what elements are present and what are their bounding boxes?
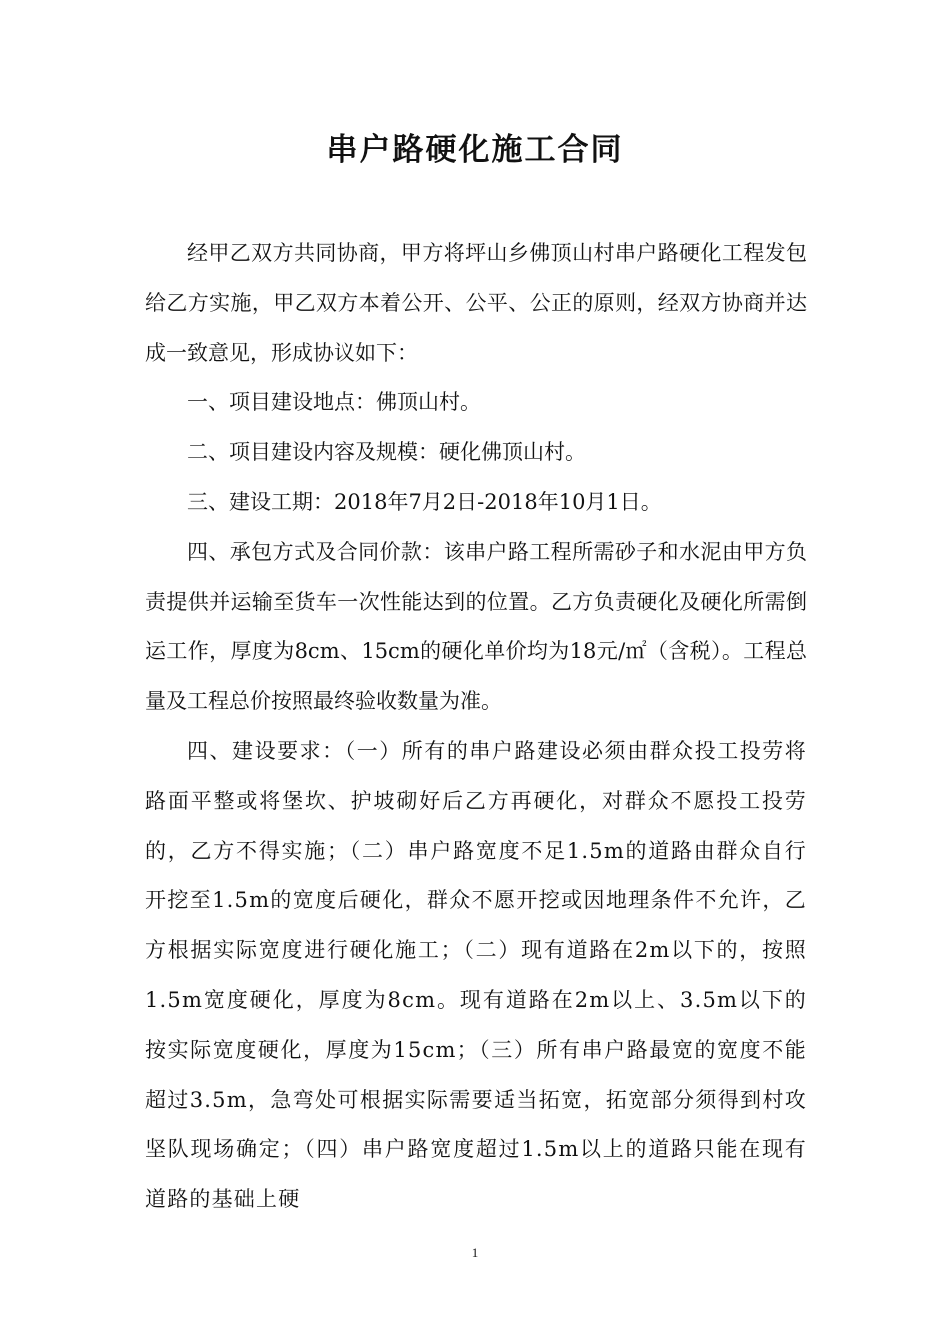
paragraph-contract-price: 四、承包方式及合同价款：该串户路工程所需砂子和水泥由甲方负责提供并运输至货车一次性能达到的位置。乙方负责硬化及硬化所需倒运工作，厚度为8cm、15cm的硬化单价均为18元/㎡（含税）。工程总量及工程总价按照最终验收数量为准。 <box>145 539 807 714</box>
paragraph-location: 一、项目建设地点：佛顶山村。 <box>187 390 481 415</box>
document-title: 串户路硬化施工合同 <box>326 132 624 168</box>
paragraph-scope: 二、项目建设内容及规模：硬化佛顶山村。 <box>187 440 586 465</box>
paragraph-intro: 经甲乙双方共同协商，甲方将坪山乡佛顶山村串户路硬化工程发包给乙方实施，甲乙双方本着公开、公平、公正的原则，经双方协商并达成一致意见，形成协议如下： <box>145 241 807 365</box>
paragraph-construction-requirements: 四、建设要求：（一）所有的串户路建设必须由群众投工投劳将路面平整或将堡坎、护坡砌好后乙方再硬化，对群众不愿投工投劳的，乙方不得实施；（二）串户路宽度不足1.5m的道路由群众自行开挖至1.5m的宽度后硬化，群众不愿开挖或因地理条件不允许，乙方根据实际宽度进行硬化施工；（二）现有道路在2m以下的，按照1.5m宽度硬化，厚度为8cm。现有道路在2m以上、3.5m以下的按实际宽度硬化，厚度为15cm；（三）所有串户路最宽的宽度不能超过3.5m，急弯处可根据实际需要适当拓宽，拓宽部分须得到村攻坚队现场确定；（四）串户路宽度超过1.5m以上的道路只能在现有道路的基础上硬 <box>145 738 807 1212</box>
page-number: 1 <box>471 1245 479 1260</box>
paragraph-schedule: 三、建设工期：2018年7月2日-2018年10月1日。 <box>187 489 662 514</box>
document-body <box>145 229 807 1225</box>
